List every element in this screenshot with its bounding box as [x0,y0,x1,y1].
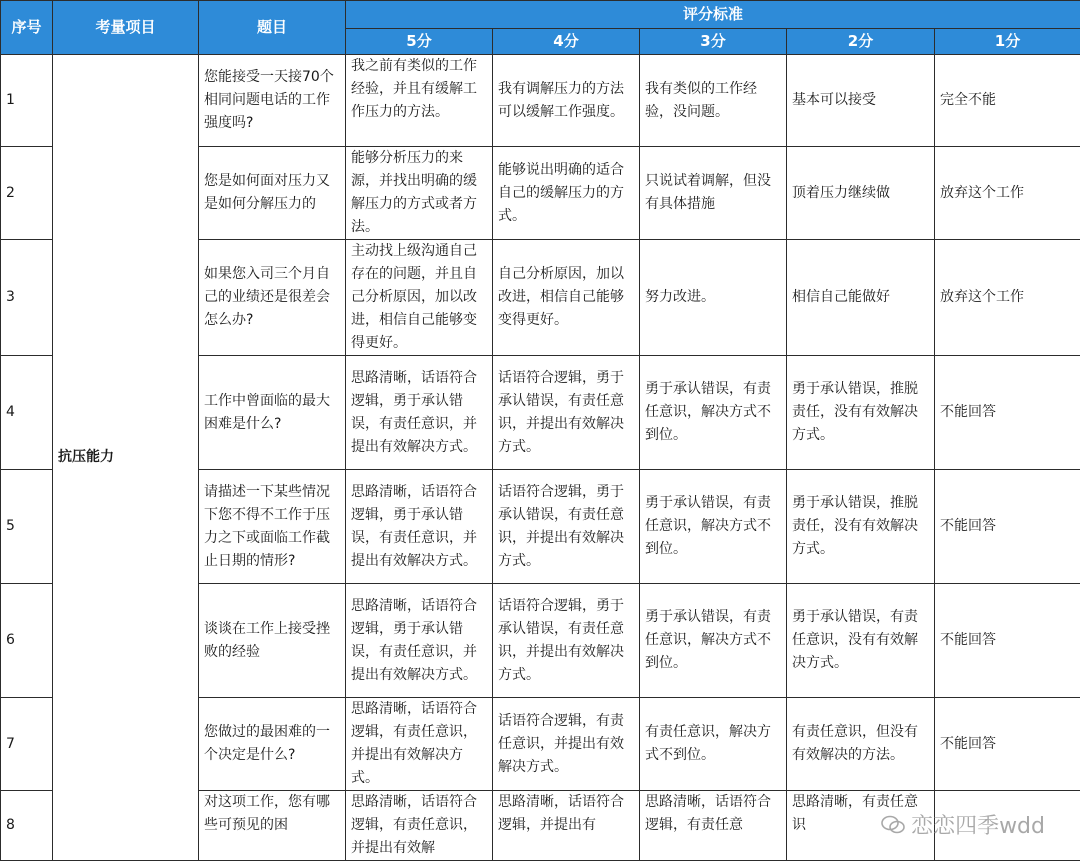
question-cell: 工作中曾面临的最大困难是什么? [199,356,346,470]
score3-cell: 有责任意识，解决方式不到位。 [640,698,787,791]
score2-cell: 勇于承认错误，推脱责任，没有有效解决方式。 [787,470,935,584]
score1-cell: 不能回答 [935,470,1080,584]
score5-cell: 能够分析压力的来源，并找出明确的缓解压力的方式或者方法。 [346,147,493,240]
score1-cell: 放弃这个工作 [935,147,1080,240]
score3-cell: 勇于承认错误，有责任意识，解决方式不到位。 [640,584,787,698]
question-cell: 如果您入司三个月自己的业绩还是很差会怎么办? [199,240,346,356]
score5-cell: 主动找上级沟通自己存在的问题，并且自己分析原因，加以改进，相信自己能够变得更好。 [346,240,493,356]
table-row [1,55,1080,147]
wechat-icon [881,815,905,835]
score4-cell: 话语符合逻辑，勇于承认错误，有责任意识，并提出有效解决方式。 [493,470,640,584]
row-index: 6 [1,584,53,698]
score4-cell: 能够说出明确的适合自己的缓解压力的方式。 [493,147,640,240]
score4-cell: 话语符合逻辑，勇于承认错误，有责任意识，并提出有效解决方式。 [493,356,640,470]
question-cell: 对这项工作，您有哪些可预见的困 [199,791,346,861]
dimension-cell: 抗压能力 [53,55,199,861]
score1-cell: 放弃这个工作 [935,240,1080,356]
header-criteria: 评分标准 [346,1,1080,29]
row-index: 5 [1,470,53,584]
score5-cell: 思路清晰，话语符合逻辑，勇于承认错误，有责任意识，并提出有效解决方式。 [346,356,493,470]
score1-cell: 不能回答 [935,698,1080,791]
row-index: 3 [1,240,53,356]
row-index: 7 [1,698,53,791]
score4-cell: 话语符合逻辑，勇于承认错误，有责任意识，并提出有效解决方式。 [493,584,640,698]
score1-cell: 不能回答 [935,584,1080,698]
score5-cell: 思路清晰，话语符合逻辑，有责任意识，并提出有效解 [346,791,493,861]
question-cell: 请描述一下某些情况下您不得不工作于压力之下或面临工作截止日期的情形? [199,470,346,584]
question-cell: 您能接受一天接70个相同问题电话的工作强度吗? [199,55,346,147]
score1-cell: 不能回答 [935,356,1080,470]
score2-cell: 思路清晰，有责任意识 [787,791,935,861]
score5-cell: 思路清晰，话语符合逻辑，有责任意识，并提出有效解决方式。 [346,698,493,791]
score2-cell: 勇于承认错误，推脱责任，没有有效解决方式。 [787,356,935,470]
score5-cell: 我之前有类似的工作经验，并且有缓解工作压力的方法。 [346,55,493,147]
header-index: 序号 [1,1,53,55]
header-score-1: 1分 [935,29,1080,55]
question-cell: 谈谈在工作上接受挫败的经验 [199,584,346,698]
score5-cell: 思路清晰，话语符合逻辑，勇于承认错误，有责任意识，并提出有效解决方式。 [346,470,493,584]
header-score-5: 5分 [346,29,493,55]
header-score-2: 2分 [787,29,935,55]
score3-cell: 努力改进。 [640,240,787,356]
score2-cell: 顶着压力继续做 [787,147,935,240]
score4-cell: 自己分析原因，加以改进，相信自己能够变得更好。 [493,240,640,356]
header-score-4: 4分 [493,29,640,55]
header-question: 题目 [199,1,346,55]
row-index: 4 [1,356,53,470]
score5-cell: 思路清晰，话语符合逻辑，勇于承认错误，有责任意识，并提出有效解决方式。 [346,584,493,698]
score2-cell: 基本可以接受 [787,55,935,147]
score1-cell: 完全不能 [935,55,1080,147]
score3-cell: 勇于承认错误，有责任意识，解决方式不到位。 [640,356,787,470]
score2-cell: 有责任意识，但没有有效解决的方法。 [787,698,935,791]
score2-cell: 勇于承认错误，有责任意识，没有有效解决方式。 [787,584,935,698]
score3-cell: 勇于承认错误，有责任意识，解决方式不到位。 [640,470,787,584]
question-cell: 您做过的最困难的一个决定是什么? [199,698,346,791]
score4-cell: 思路清晰，话语符合逻辑，并提出有 [493,791,640,861]
score2-cell: 相信自己能做好 [787,240,935,356]
row-index: 2 [1,147,53,240]
watermark [881,809,1045,840]
score3-cell: 思路清晰，话语符合逻辑，有责任意 [640,791,787,861]
score3-cell: 只说试着调解，但没有具体措施 [640,147,787,240]
header-dimension: 考量项目 [53,1,199,55]
question-cell: 您是如何面对压力又是如何分解压力的 [199,147,346,240]
row-index: 1 [1,55,53,147]
score4-cell: 话语符合逻辑，有责任意识，并提出有效解决方式。 [493,698,640,791]
score3-cell: 我有类似的工作经验，没问题。 [640,55,787,147]
header-row-1 [1,1,1080,29]
score4-cell: 我有调解压力的方法可以缓解工作强度。 [493,55,640,147]
header-score-3: 3分 [640,29,787,55]
watermark-text: 恋恋四季wdd [911,809,1045,840]
row-index: 8 [1,791,53,861]
